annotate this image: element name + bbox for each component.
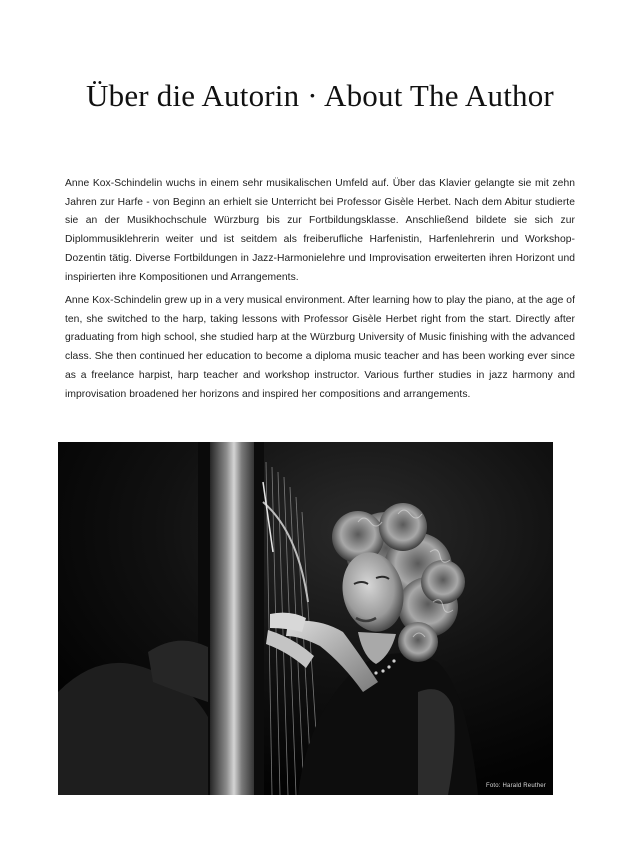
bio-paragraph-german: Anne Kox-Schindelin wuchs in einem sehr musikalischen Umfeld auf. Über das Klavier gelangte sie mit zehn Jahren zur Harfe - von Beginn an erhielt sie Unterricht bei Professor Gisèle Herbet. Nach dem Abitur studierte sie an der Musikhochschule Würzburg bis zur Fortbildungsklasse. Anschließend bildete sie sich zur Diplommusiklehrerin weiter und ist seitdem als freiberufliche Harfenistin, Harfenlehrerin und Workshop-Dozentin tätig. Diverse Fortbildungen in Jazz-Harmonielehre und Improvisation erweiterten ihren Horizont und inspirierten ihre Kompositionen und Arrangements. bbox=[65, 178, 575, 283]
bio-paragraph-english: Anne Kox-Schindelin grew up in a very musical environment. After learning how to play the piano, at the age of ten, she switched to the harp, taking lessons with Professor Gisèle Herbet right from the start. Directly after graduating from high school, she studied harp at the Würzburg University of Music finishing with the advanced class. She then continued her education to become a diploma music teacher and has been working ever since as a freelance harpist, harp teacher and workshop instructor. Various further studies in jazz harmony and improvisation broadened her horizons and inspired her compositions and arrangements. bbox=[65, 295, 575, 400]
page-title: Über die Autorin · About The Author bbox=[86, 78, 554, 113]
photo-credit: Foto: Harald Reuther bbox=[485, 783, 546, 789]
author-photo bbox=[58, 442, 553, 795]
author-photo-illustration bbox=[58, 442, 553, 795]
